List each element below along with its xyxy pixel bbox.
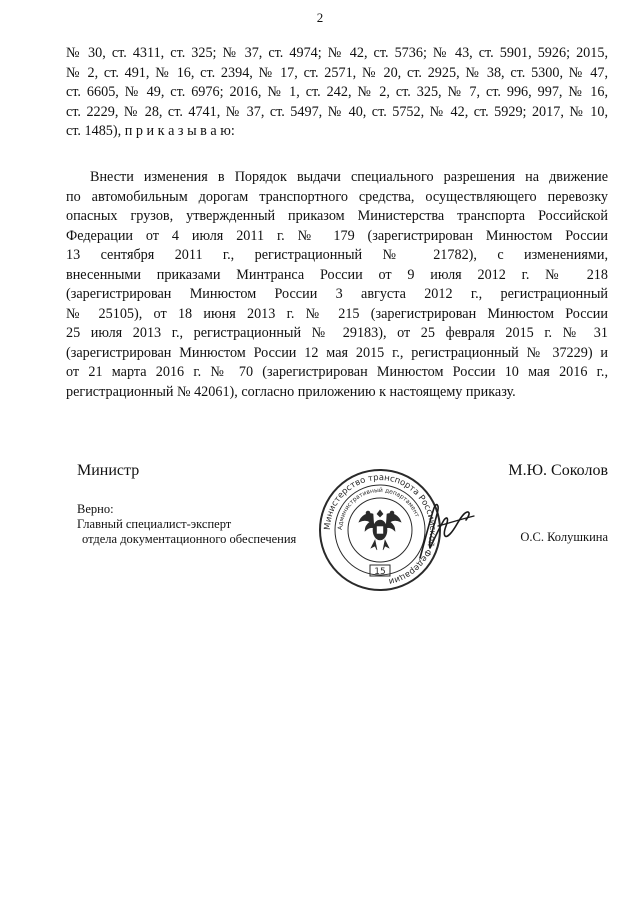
body-line: № 25105), от 18 июня 2013 г. № 215 (зарегистрирован Минюстом России xyxy=(66,305,608,322)
body-line: внесенными приказами Минтранса России от 9 июля 2012 г. № 218 xyxy=(66,266,608,283)
body-line: от 21 марта 2016 г. № 70 (зарегистрирован Минюстом России 10 мая 2016 г., xyxy=(66,364,608,380)
page-number: 2 xyxy=(316,10,324,25)
body-line: Внести изменения в Порядок выдачи специального разрешения на движение xyxy=(90,169,608,185)
coat-of-arms-eagle-icon xyxy=(359,510,401,550)
preamble-line: ст. 1485), п р и к а з ы в а ю: xyxy=(66,123,235,139)
certifier-position-line1: Главный специалист-эксперт xyxy=(77,517,232,531)
body-line: регистрационный № 42061), согласно приложению к настоящему приказу. xyxy=(66,383,516,400)
body-line: по автомобильным дорогам транспортного средства, осуществляющего перевозку xyxy=(66,188,608,205)
certification-label: Верно: xyxy=(77,502,114,516)
preamble-line: ст. 2229, № 28, ст. 4741, № 37, ст. 5497, № 40, ст. 5752, № 42, ст. 5929; 2017, № 10, xyxy=(66,103,608,120)
preamble-line: № 2, ст. 491, № 16, ст. 2394, № 17, ст. 2571, № 20, ст. 2925, № 38, ст. 5300, № 47, xyxy=(66,64,608,81)
body-line: опасных грузов, утвержденный приказом Министерства транспорта Российской xyxy=(66,208,608,224)
seal-inner-text: Административный департамент xyxy=(336,486,421,531)
body-line: 25 июля 2013 г., регистрационный № 29183), от 25 февраля 2015 г. № 31 xyxy=(66,325,608,341)
order-body-paragraph xyxy=(66,168,608,402)
body-line: Федерации от 4 июля 2011 г. № 179 (зарегистрирован Минюстом России xyxy=(66,227,608,244)
body-line: 13 сентября 2011 г., регистрационный № 21782), с изменениями, xyxy=(66,247,608,263)
preamble-line: ст. 6605, № 49, ст. 6976; 2016, № 1, ст. 242, № 2, ст. 325, № 7, ст. 996, 997, № 16, xyxy=(66,84,608,100)
signatory-name: М.Ю. Соколов xyxy=(508,462,608,479)
body-line: (зарегистрирован Минюстом России 3 августа 2012 г., регистрационный xyxy=(66,286,608,302)
handwritten-signature xyxy=(400,490,480,570)
seal-outer-text: Министерство транспорта Российской Федерации xyxy=(322,472,438,587)
body-line: (зарегистрирован Минюстом России 12 мая 2015 г., регистрационный № 37229) и xyxy=(66,344,608,361)
certifier-position-line2: отдела документационного обеспечения xyxy=(82,532,297,546)
preamble-line: № 30, ст. 4311, ст. 325; № 37, ст. 4974; № 42, ст. 5736; № 43, ст. 5901, 5926; 2015, xyxy=(66,45,608,61)
preamble-paragraph xyxy=(66,44,608,142)
seal-number: 15 xyxy=(374,567,386,577)
signatory-title: Министр xyxy=(77,462,140,479)
certifier-name: О.С. Колушкина xyxy=(520,530,608,544)
